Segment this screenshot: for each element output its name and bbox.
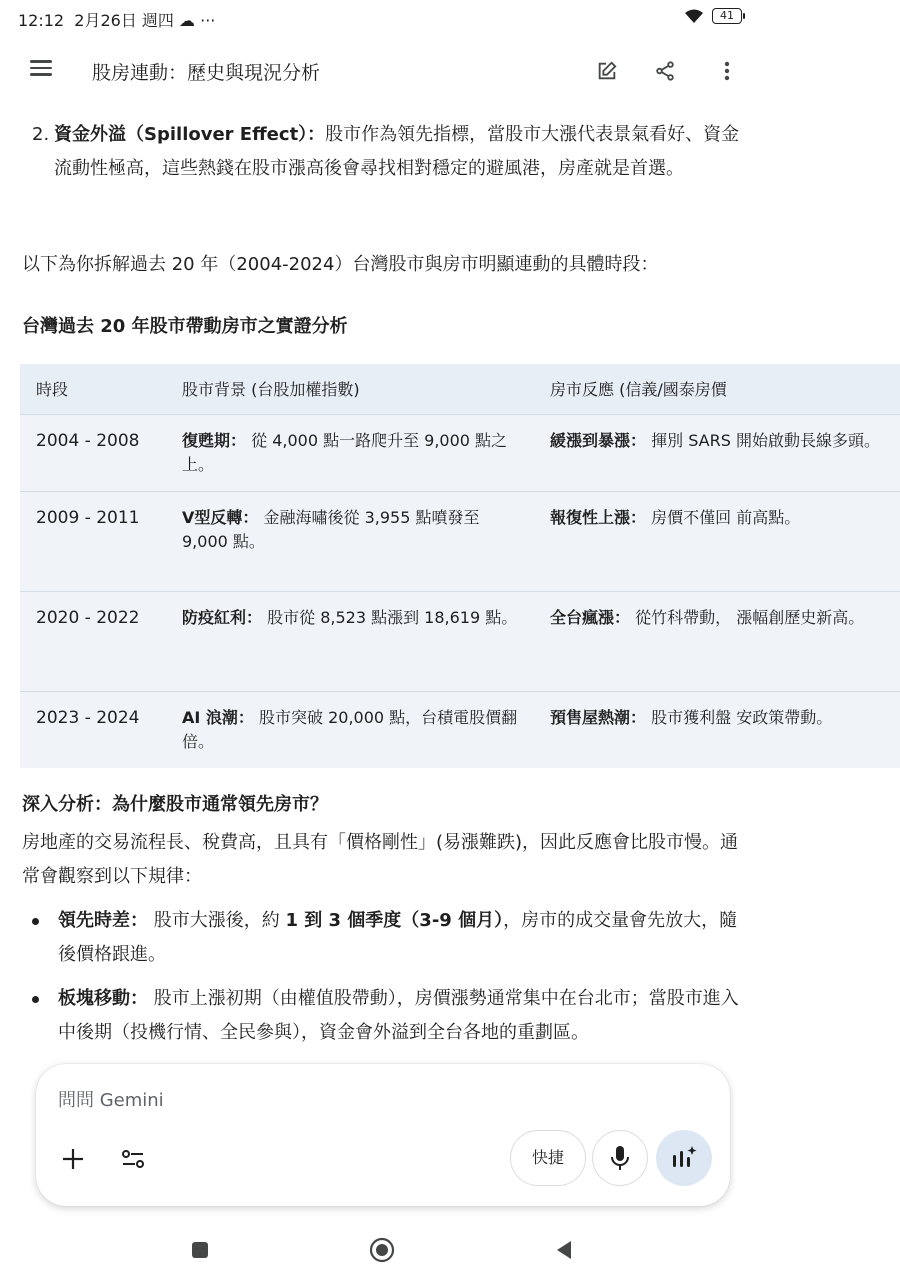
column-header: 時段 xyxy=(20,364,166,414)
stock-cell: 防疫紅利： 股市從 8,523 點漲到 18,619 點。 xyxy=(166,591,534,691)
mic-icon[interactable] xyxy=(592,1130,648,1186)
table-row xyxy=(20,491,900,591)
period-cell: 2023 - 2024 xyxy=(20,691,166,768)
prompt-composer xyxy=(36,1064,730,1206)
edit-icon[interactable] xyxy=(590,54,624,88)
prompt-input[interactable]: 問問 Gemini xyxy=(58,1090,164,1111)
data-table[interactable] xyxy=(20,364,880,766)
share-icon[interactable] xyxy=(648,54,682,88)
more-options-icon[interactable] xyxy=(710,54,744,88)
house-cell: 報復性上漲： 房價不僅回 前高點。 xyxy=(534,491,900,591)
status-bar xyxy=(0,0,764,36)
chat-response: 2. 資金外溢（Spillover Effect）：股市作為領先指標，當股市大漲代表景氣看好、資金流動性極高，這些熱錢在股市漲高後會尋找相對穩定的避風港，房產就是首選。 以下為你拆解過去 20 年（2004-2024）台灣股市與房市明顯連動的具體時段： 台灣過去 20 年股市帶動房市之實證分析 時段 股市背景 (台股加權指數) 房市反應 (信義/國泰房價 2004 - 2008 復甦期： 從 4,000 點一路爬升至 9,000 點之上。 緩漲到暴漲： 揮別 SARS 開始啟動長線多頭。 2009 - 2011 V型反轉： 金融海嘯後從 3,955 點噴發至 9,000 點。 報復性上漲： 房價不僅回 前高點。 2020 - 2022 防疫紅利： 股市從 8,523 點漲到 18,619 點。 全台瘋漲： 從竹科帶動， 漲幅創歷史新高。 2023 - 2024 AI 浪潮： 股市突破 20,000 點，台積電股價翻倍。 預售屋熱潮： 股市獲利盤 安政策帶動。 深入分析：為什麼股市通常領先房市？ 房地產的交易流程長、稅費高，且具有「價格剛性」(易漲難跌)，因此反應會比股市慢。通常會觀察到以下規律： 領先時差： 股市大漲後，約 1 到 3 個季度（3-9 個月），房市的成交量會先放大，隨後價格跟進。 板塊移動： 股市上漲初期（由權值股帶動），房價漲勢通常集中在台北市；當股市進入中後期（投機行情、全民參與），資金會外溢到全台各地的重劃區。 xyxy=(0,118,764,1048)
period-cell: 2004 - 2008 xyxy=(20,414,166,491)
status-icons xyxy=(684,8,742,24)
list-item-text: 股市作為領先指標，當股市大漲代表景氣看好、資金流動性極高，這些熱錢在股市漲高後會尋找相對穩定的避風港，房產就是首選。 xyxy=(54,124,740,179)
status-time: 12:12 2月26日 週四 ☁ ··· xyxy=(18,11,216,30)
intro-paragraph: 以下為你拆解過去 20 年（2004-2024）台灣股市與房市明顯連動的具體時段： xyxy=(22,254,659,275)
page-title: 股房連動：歷史與現況分析 xyxy=(92,62,321,84)
house-cell: 緩漲到暴漲： 揮別 SARS 開始啟動長線多頭。 xyxy=(534,414,900,491)
home-icon[interactable] xyxy=(364,1232,400,1268)
live-voice-icon[interactable] xyxy=(656,1130,712,1186)
list-item-title: 資金外溢（Spillover Effect）： xyxy=(54,124,326,145)
analysis-paragraph: 房地產的交易流程長、稅費高，且具有「價格剛性」(易漲難跌)，因此反應會比股市慢。通常會觀察到以下規律： xyxy=(22,832,739,887)
stock-cell: AI 浪潮： 股市突破 20,000 點，台積電股價翻倍。 xyxy=(166,691,534,768)
column-header: 房市反應 (信義/國泰房價 xyxy=(534,364,900,414)
stock-cell: V型反轉： 金融海嘯後從 3,955 點噴發至 9,000 點。 xyxy=(166,491,534,591)
bullet-dot xyxy=(32,996,39,1003)
period-cell: 2009 - 2011 xyxy=(20,491,166,591)
wifi-icon xyxy=(684,8,704,24)
list-number: 2. xyxy=(32,124,50,145)
back-icon[interactable] xyxy=(546,1232,582,1268)
system-nav-bar xyxy=(0,1220,764,1280)
tools-icon[interactable] xyxy=(116,1142,150,1176)
shortcut-button[interactable]: 快捷 xyxy=(510,1130,586,1186)
house-cell: 全台瘋漲： 從竹科帶動， 漲幅創歷史新高。 xyxy=(534,591,900,691)
battery-icon: 41 xyxy=(712,8,742,24)
house-cell: 預售屋熱潮： 股市獲利盤 安政策帶動。 xyxy=(534,691,900,768)
app-bar xyxy=(0,40,764,100)
period-cell: 2020 - 2022 xyxy=(20,591,166,691)
table-row xyxy=(20,691,900,768)
bullet-dot xyxy=(32,918,39,925)
recent-apps-icon[interactable] xyxy=(182,1232,218,1268)
menu-icon[interactable] xyxy=(30,56,60,84)
table-header-row xyxy=(20,364,900,414)
stock-cell: 復甦期： 從 4,000 點一路爬升至 9,000 點之上。 xyxy=(166,414,534,491)
column-header: 股市背景 (台股加權指數) xyxy=(166,364,534,414)
table-heading: 台灣過去 20 年股市帶動房市之實證分析 xyxy=(22,316,348,337)
table-row xyxy=(20,591,900,691)
table-row xyxy=(20,414,900,491)
add-icon[interactable] xyxy=(56,1142,90,1176)
section-heading: 深入分析：為什麼股市通常領先房市？ xyxy=(22,794,328,815)
